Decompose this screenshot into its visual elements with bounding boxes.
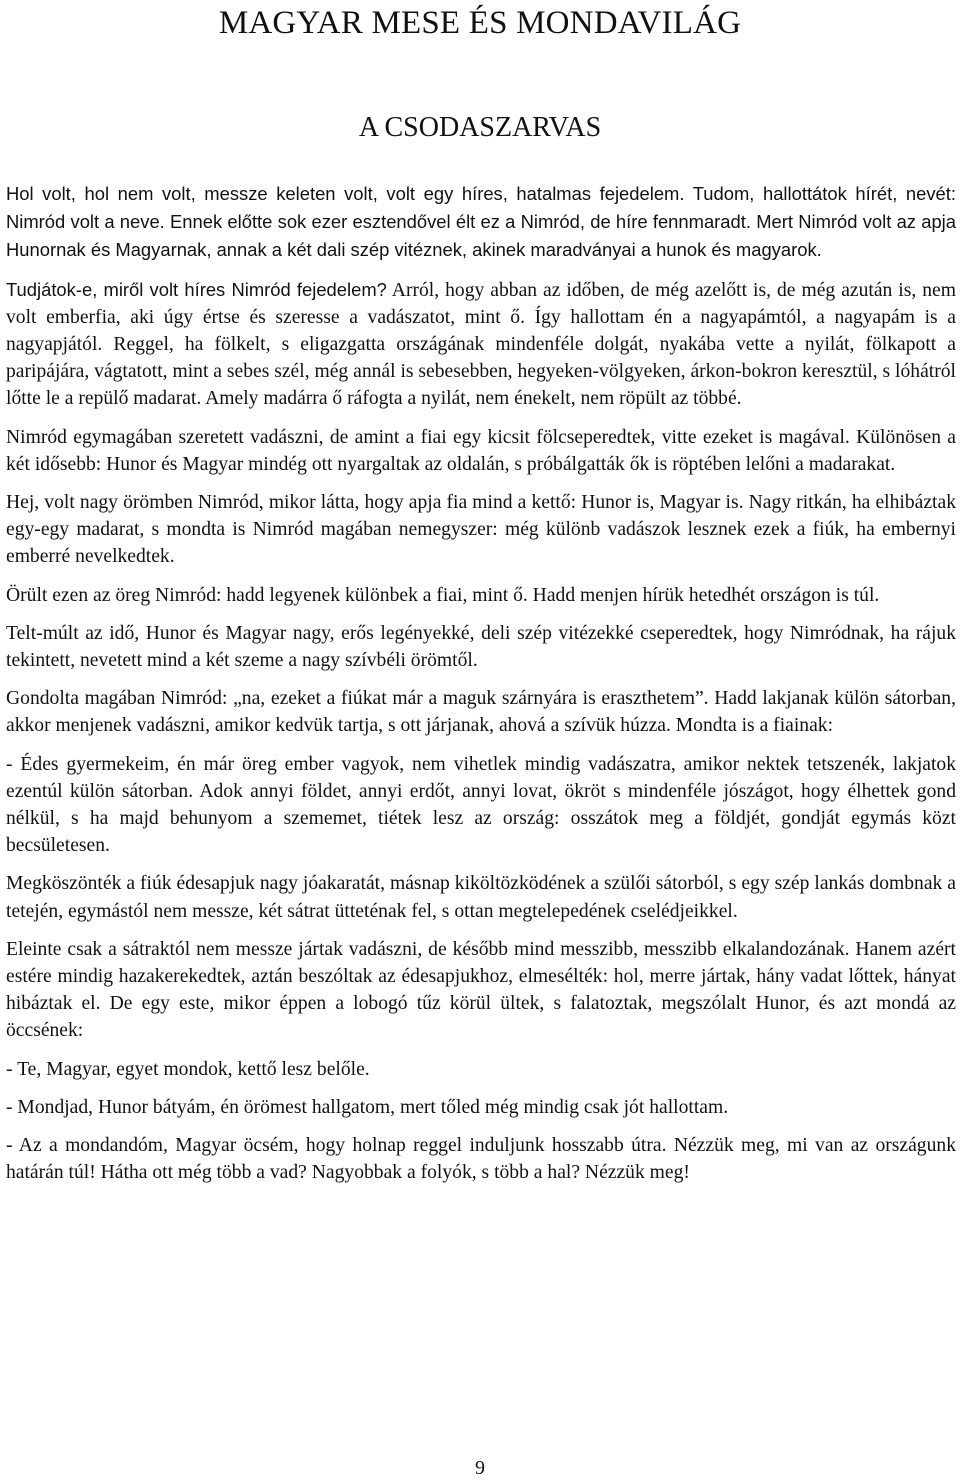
paragraph: Hej, volt nagy örömben Nimród, mikor látta, hogy apja fia mind a kettő: Hunor is, Magyar is. Nagy ritkán, ha elhibáztak egy-egy madarat, s mondta is Nimród magában nemegyszer: még különb vadászok lesznek ezek a fiúk, ha embernyi emberré nevelkedtek.	[6, 492, 956, 568]
paragraph-text: Arról, hogy abban az időben, de még azelőtt is, de még azután is, nem volt emberfia, aki úgy értse és szeresse a vadászatot, mint ő.	[6, 279, 956, 328]
paragraph-text: Reggel, ha fölkelt, s eligazgatta országának mindenféle dolgát, nyakába vette a nyilát, fölkapott a paripájára, vágtatott, mint a sebes szél, még annál is sebesebben, hegyeken-völgyeken, árkon-bokron keresztül, s lóhátról lőtte le a repülő madarat. Amely madárra ő ráfogta a nyilát, nem énekelt, nem röpült az többé.	[6, 334, 956, 410]
paragraph-text: Így hallottam én a nagyapámtól, a nagyapám is a nagyapjától.	[6, 306, 956, 356]
paragraph: Gondolta magában Nimród: „na, ezeket a fiúkat már a maguk szárnyára is eraszthetem”. Hadd lakjanak külön sátorban, akkor menjenek vadászni, amikor kedvük tartja, s ott járjanak, ahová a szívük húzza. Mondta is a fiainak:	[6, 688, 956, 737]
paragraph: - Te, Magyar, egyet mondok, kettő lesz belőle.	[6, 1058, 370, 1080]
paragraph	[6, 276, 956, 413]
page-number: 9	[475, 1457, 485, 1479]
paragraph-text: Tudjátok-e, miről volt híres Nimród fejedelem?	[6, 278, 387, 300]
paragraph: - Mondjad, Hunor bátyám, én örömest hallgatom, mert tőled még mindig csak jót hallottam.	[6, 1096, 729, 1118]
paragraph: Megköszönték a fiúk édesapjuk nagy jóakaratát, másnap kiköltözködének a szülői sátorból, s egy szép lankás dombnak a tetején, egymástól nem messze, két sátrat ütteténak fel, s ottan megtelepedének cselédjeikkel.	[6, 873, 956, 922]
paragraph: Örült ezen az öreg Nimród: hadd legyenek különbek a fiai, mint ő. Hadd menjen hírük hetedhét országon is túl.	[6, 584, 880, 606]
paragraph-text: Hol volt, hol nem volt, messze keleten volt, volt egy híres, hatalmas fejedelem. Tudom, hallottátok hírét, nevét: Nimród volt a neve. Ennek előtte sok ezer esztendővel élt ez a Nimród, de híre fennmaradt. Mert Nimród volt az apja Hunornak és Magyarnak, annak a két dali szép vitéznek, akinek maradványai a hunok és magyarok.	[6, 183, 956, 261]
paragraph: - Édes gyermekeim, én már öreg ember vagyok, nem vihetlek mindig vadászatra, amikor nektek tetszenék, lakjatok ezentúl külön sátorban. Adok annyi földet, annyi erdőt, annyi lovat, ökröt s mindenféle jószágot, hogy élhettek gond nélkül, s ha majd behunyom a szememet, tiétek lesz az ország: osszátok meg a földjét, gondját egymás közt becsületesen.	[6, 753, 956, 857]
story-title: A CSODASZARVAS	[358, 112, 602, 143]
paragraph	[6, 180, 956, 265]
paragraph: Nimród egymagában szeretett vadászni, de amint a fiai egy kicsit fölcseperedtek, vitte ezeket is magával. Különösen a két idősebb: Hunor és Magyar mindég ott nyargaltak az oldalán, s próbálgatták ők is röptében lelőni a madarakat.	[6, 426, 956, 475]
story-body	[6, 180, 956, 1198]
paragraph: Telt-múlt az idő, Hunor és Magyar nagy, erős legényekké, deli szép vitézekké cseperedtek, hogy Nimródnak, ha rájuk tekintett, nevetett mind a két szeme a nagy szívbéli örömtől.	[6, 622, 956, 672]
paragraph: - Az a mondandóm, Magyar öcsém, hogy holnap reggel induljunk hosszabb útra. Nézzük meg, mi van az országunk határán túl! Hátha ott még több a vad? Nagyobbak a folyók, s több a hal? Nézzük meg!	[6, 1135, 956, 1184]
book-title: MAGYAR MESE ÉS MONDAVILÁG	[218, 5, 742, 41]
paragraph: Eleinte csak a sátraktól nem messze jártak vadászni, de később mind messzibb, messzibb elkalandozának. Hanem azért estére mindig hazakerekedtek, aztán beszóltak az édesapjukhoz, elmesélték: hol, merre jártak, hány vadat lőttek, hányat hibáztak el. De egy este, mikor éppen a lobogó tűz körül ültek, s falatoztak, megszólalt Hunor, és azt mondá az öccsének:	[6, 938, 956, 1042]
